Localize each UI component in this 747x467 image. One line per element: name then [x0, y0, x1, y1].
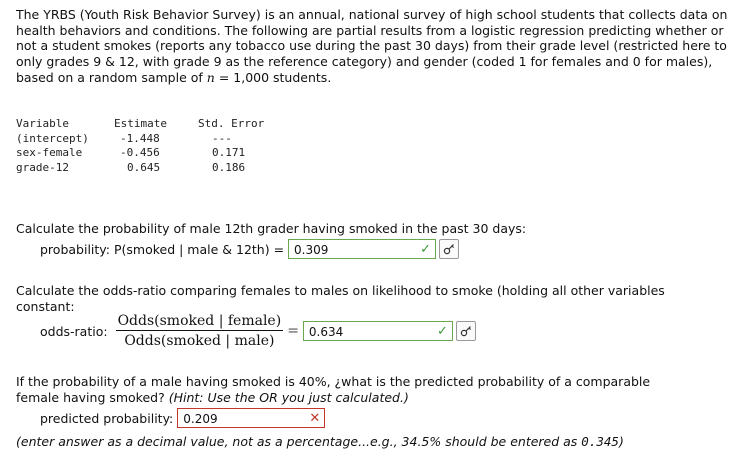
table-header: Estimate — [114, 117, 167, 130]
regression-table — [16, 117, 264, 175]
check-icon: ✓ — [437, 324, 448, 339]
q1-prompt: Calculate the probability of male 12th grader having smoked in the past 30 days: — [16, 221, 527, 236]
q2-prompt: Calculate the odds-ratio comparing females to males on likelihood to smoke (holding all other variables constant: — [16, 283, 665, 314]
equals-sign: = — [287, 323, 299, 339]
fraction-denominator: Odds(smoked | male) — [124, 333, 275, 349]
q3-answer-value: 0.209 — [183, 412, 218, 426]
table-header: Std. Error — [198, 117, 265, 130]
q1-answer-value: 0.309 — [294, 243, 329, 257]
n-symbol: n — [206, 69, 215, 85]
q2-label: odds-ratio: — [40, 323, 108, 339]
table-cell: -1.448 — [120, 131, 160, 145]
check-icon: ✓ — [420, 242, 432, 257]
q3-answer-input[interactable] — [177, 408, 325, 428]
q2-answer-value: 0.634 — [308, 325, 344, 339]
key-icon — [460, 325, 472, 337]
fraction-numerator: Odds(smoked | female) — [117, 313, 282, 329]
table-cell: 0.171 — [212, 146, 246, 159]
table-cell: --- — [212, 131, 232, 145]
q1-key-button[interactable] — [439, 239, 459, 259]
table-header: Variable — [16, 117, 69, 130]
q3-hint: (Hint: Use the OR you just calculated.) — [168, 389, 409, 405]
q1-label: probability: P(smoked | male & 12th) = — [40, 241, 285, 257]
table-cell: 0.186 — [212, 160, 246, 174]
q2-answer-row — [40, 313, 476, 349]
q2-key-button[interactable] — [456, 321, 476, 341]
table-cell: 0.645 — [127, 160, 161, 174]
table-cell: -0.456 — [120, 146, 160, 159]
key-icon — [443, 243, 455, 255]
q1-answer-input[interactable] — [288, 239, 436, 259]
table-row — [16, 146, 264, 161]
q3-answer-row — [40, 408, 325, 428]
odds-ratio-fraction — [116, 313, 284, 349]
table-header-row — [16, 117, 264, 132]
problem-intro: The YRBS (Youth Risk Behavior Survey) is an annual, national survey of high school students that collects data on health behaviors and conditions. The following are partial results from a logistic regression predicting whether or not a student smokes (reports any tobacco use during the past 30 days) from their grade level (restricted here to only grades 9 & 12, with grade 9 as the reference category) and gender (coded 1 for females and 0 for males), based on a random sample of n = 1,000 students. — [16, 7, 728, 85]
q1-answer-row — [40, 239, 459, 259]
q3-prompt: If the probability of a male having smoked is 40%, ¿what is the predicted probability of a comparable female having smoked? (Hint: Use the OR you just calculated.) — [16, 374, 651, 405]
table-cell: grade-12 — [16, 160, 69, 174]
table-cell: sex-female — [16, 146, 83, 159]
answer-format-note: (enter answer as a decimal value, not as a percentage...e.g., 34.5% should be entered as 0.345) — [16, 434, 624, 449]
table-row — [16, 132, 264, 147]
q2-answer-input[interactable] — [303, 321, 453, 341]
table-row — [16, 161, 264, 176]
cross-icon: ✕ — [309, 411, 321, 426]
q3-label: predicted probability: — [40, 410, 174, 426]
table-cell: (intercept) — [16, 131, 89, 145]
